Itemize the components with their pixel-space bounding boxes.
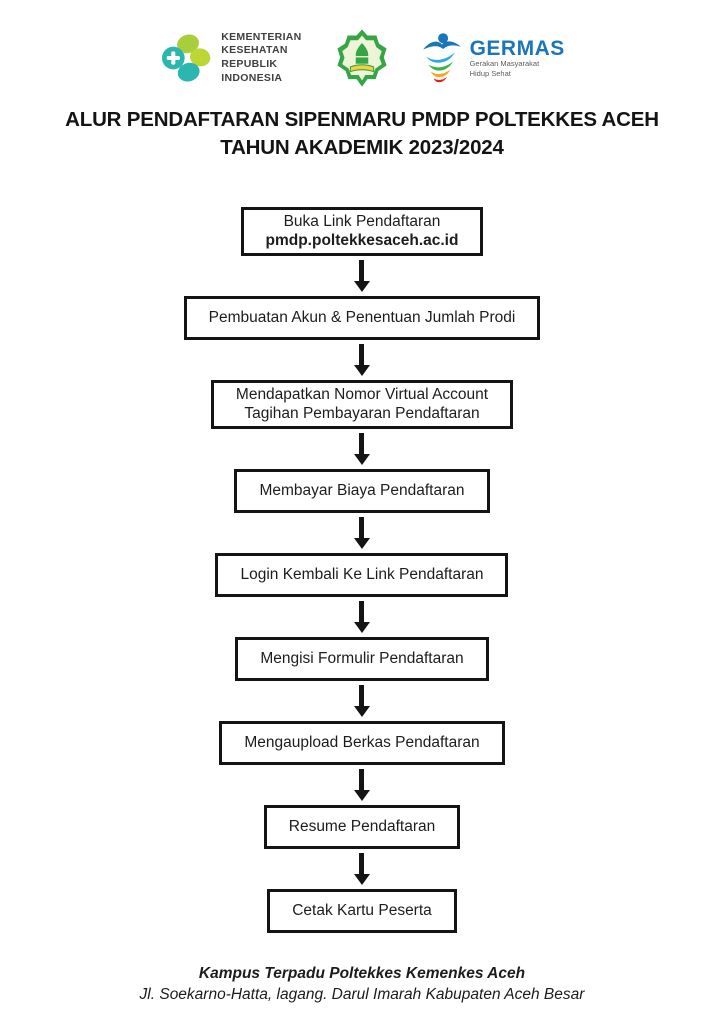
footer-address (140, 964, 585, 1010)
germas-subtitle: Gerakan Masyarakat (469, 59, 540, 69)
flowchart (184, 207, 541, 933)
germas-subtitle: Hidup Sehat (469, 68, 511, 78)
kemenkes-text-line: KEMENTERIAN (221, 30, 302, 43)
poltekkes-aceh-logo (334, 28, 390, 88)
page-title (65, 106, 659, 163)
arrow-head-icon (354, 454, 370, 465)
flow-arrow (354, 685, 370, 717)
page-title-line-2: TAHUN AKADEMIK 2023/2024 (220, 136, 504, 160)
step-text: Membayar Biaya Pendaftaran (259, 481, 465, 499)
germas-logo (422, 32, 565, 84)
step-text: Mengisi Formulir Pendaftaran (260, 649, 464, 667)
flow-step-7-mengaupload-berkas (219, 721, 504, 765)
flow-step-4-membayar-biaya (234, 469, 489, 513)
arrow-head-icon (354, 538, 370, 549)
campus-name: Kampus Terpadu Poltekkes Kemenkes Aceh (198, 965, 526, 983)
step-text: Login Kembali Ke Link Pendaftaran (240, 565, 484, 583)
campus-address: Jl. Soekarno-Hatta, lagang. Darul Imarah Kabupaten Aceh Besar (139, 986, 585, 1004)
kemenkes-logo-icon (159, 31, 213, 85)
step-text: Pembuatan Akun & Penentuan Jumlah Prodi (208, 308, 516, 326)
flow-arrow (354, 344, 370, 376)
step-text: Mengaupload Berkas Pendaftaran (244, 733, 480, 751)
kemenkes-text-line: REPUBLIK (221, 58, 278, 70)
arrow-head-icon (354, 874, 370, 885)
flow-arrow (354, 517, 370, 549)
kemenkes-text-line: KESEHATAN (221, 44, 288, 57)
arrow-head-icon (354, 622, 370, 633)
step-text: Resume Pendaftaran (288, 817, 436, 835)
flow-step-2-pembuatan-akun (184, 296, 541, 340)
logo-row (159, 26, 565, 90)
germas-logo-icon (422, 32, 462, 84)
flow-step-1-buka-link (241, 207, 484, 256)
flow-step-9-cetak-kartu (267, 889, 457, 933)
flow-arrow (354, 433, 370, 465)
step-text: Tagihan Pembayaran Pendaftaran (244, 405, 480, 423)
flow-arrow (354, 601, 370, 633)
germas-title: GERMAS (469, 37, 565, 61)
page-title-line-1: ALUR PENDAFTARAN SIPENMARU PMDP POLTEKKES ACEH (65, 108, 659, 131)
poltekkes-aceh-logo-icon (334, 28, 390, 88)
flow-arrow (354, 853, 370, 885)
step-text: Mendapatkan Nomor Virtual Account (235, 385, 489, 403)
arrow-head-icon (354, 790, 370, 801)
flow-step-5-login-kembali (215, 553, 508, 597)
arrow-head-icon (354, 706, 370, 717)
flow-step-8-resume-pendaftaran (264, 805, 460, 849)
arrow-head-icon (354, 281, 370, 292)
kemenkes-text-line: INDONESIA (221, 71, 283, 84)
arrow-head-icon (354, 365, 370, 376)
registration-url: pmdp.poltekkesaceh.ac.id (265, 232, 459, 250)
flow-arrow (354, 260, 370, 292)
flow-step-3-virtual-account (211, 380, 513, 429)
kemenkes-logo (159, 31, 301, 86)
flow-step-6-mengisi-formulir (235, 637, 488, 681)
step-text: Cetak Kartu Peserta (292, 901, 432, 919)
germas-logo-text (470, 38, 565, 78)
kemenkes-logo-text (221, 31, 301, 86)
step-text: Buka Link Pendaftaran (283, 212, 441, 230)
flow-arrow (354, 769, 370, 801)
